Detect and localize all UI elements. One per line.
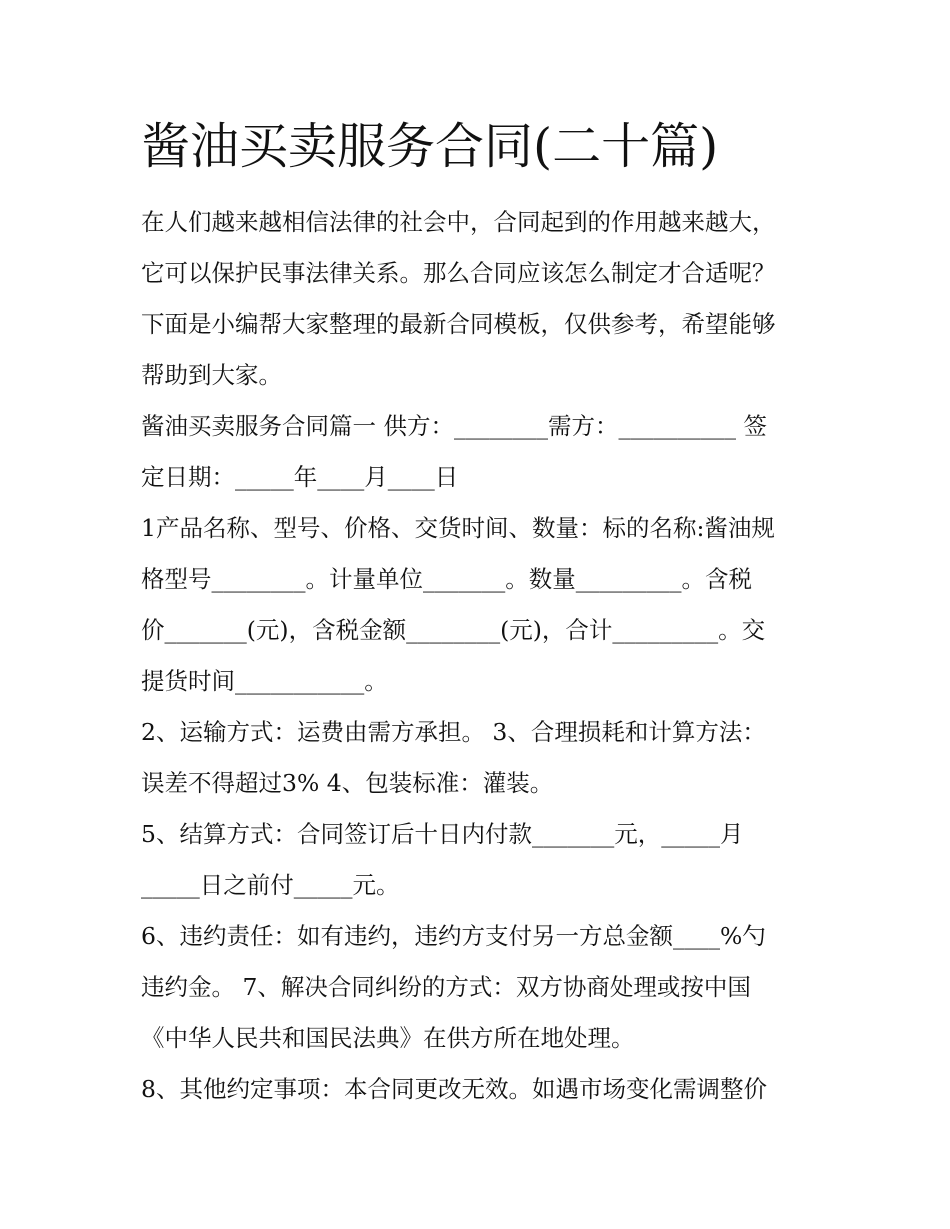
- paragraph-line: 在人们越来越相信法律的社会中，合同起到的作用越来越大，: [141, 208, 776, 236]
- paragraph-line: 下面是小编帮大家整理的最新合同模板，仅供参考，希望能够: [141, 310, 776, 338]
- paragraph-line: _____日之前付_____元。: [141, 871, 400, 899]
- paragraph-line: 1产品名称、型号、价格、交货时间、数量：标的名称:酱油规: [141, 514, 775, 542]
- paragraph-line: 违约金。 7、解决合同纠纷的方式：双方协商处理或按中国: [141, 973, 751, 1001]
- paragraph-line: 6、违约责任：如有违约，违约方支付另一方总金额____%勺: [141, 922, 766, 950]
- paragraph-line: 2、运输方式：运费由需方承担。 3、合理损耗和计算方法：: [141, 718, 766, 746]
- paragraph-line: 格型号________。计量单位_______。数量_________。含税: [141, 565, 752, 593]
- paragraph-line: 价_______(元)，含税金额________(元)，合计_________。交: [141, 616, 766, 644]
- paragraph-line: 8、其他约定事项：本合同更改无效。如遇市场变化需调整价: [141, 1075, 767, 1103]
- paragraph-line: 5、结算方式：合同签订后十日内付款_______元，_____月: [141, 820, 744, 848]
- paragraph-line: 误差不得超过3% 4、包装标准：灌装。: [141, 769, 554, 797]
- document-title: 酱油买卖服务合同(二十篇): [141, 118, 719, 175]
- paragraph-line: 定日期：_____年____月____日: [141, 463, 459, 491]
- paragraph-line: 提货时间___________。: [141, 667, 388, 695]
- paragraph-line: 《中华人民共和国民法典》在供方所在地处理。: [141, 1024, 635, 1052]
- paragraph-line: 酱油买卖服务合同篇一 供方：________需方：__________ 签: [141, 412, 767, 440]
- paragraph-line: 帮助到大家。: [141, 361, 282, 389]
- paragraph-line: 它可以保护民事法律关系。那么合同应该怎么制定才合适呢？: [141, 259, 776, 287]
